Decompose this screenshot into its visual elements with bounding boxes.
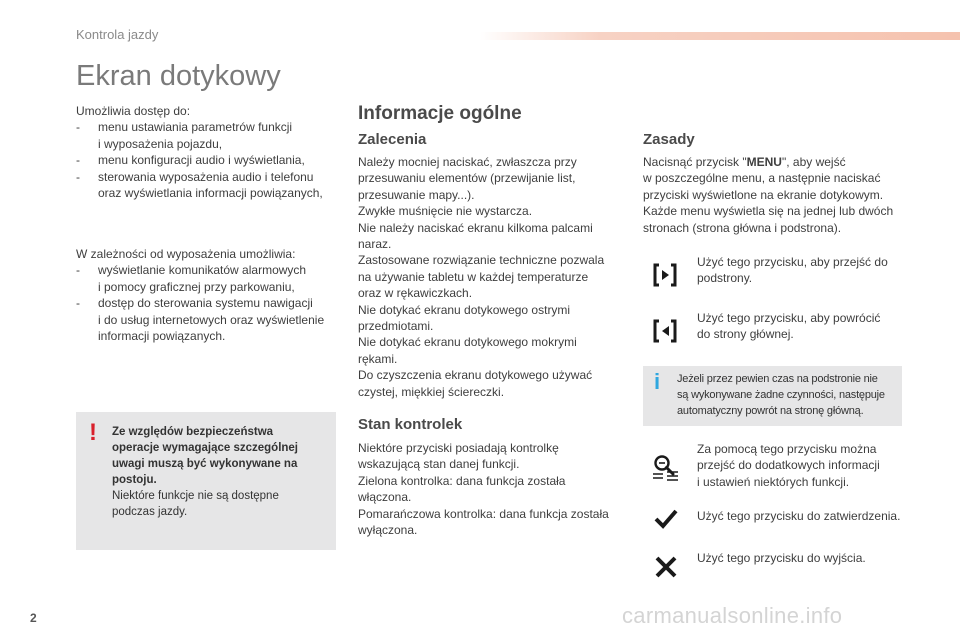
equipment-block xyxy=(76,246,346,344)
text-line: Nie dotykać ekranu dotykowego mokrymi xyxy=(358,335,577,350)
indicator-status-text xyxy=(358,440,628,538)
warning-text: Ze względów bezpieczeństwa operacje wymagające szczególnej uwagi muszą być wykonywane na postoju. Niektóre funkcje nie są dostępne podczas jazdy. xyxy=(112,426,299,518)
text-line: Pomarańczowa kontrolka: dana funkcja została xyxy=(358,506,609,521)
checkmark-icon xyxy=(651,504,681,534)
text-line: przedmiotami. xyxy=(358,319,434,334)
settings-list-icon xyxy=(650,452,680,482)
arrow-left-page-icon xyxy=(650,316,680,346)
exit-description: Użyć tego przycisku do wyjścia. xyxy=(697,551,866,565)
list-item: - menu ustawiania parametrów funkcji i wyposażenia pojazdu, xyxy=(76,119,346,152)
intro-text: Umożliwia dostęp do: xyxy=(76,104,191,118)
info-icon: i xyxy=(653,369,661,394)
text-line: Nie dotykać ekranu dotykowego ostrymi xyxy=(358,302,571,317)
arrow-right-page-icon xyxy=(650,260,680,290)
page-title: Ekran dotykowy xyxy=(76,60,281,92)
text-line: przesuwaniu elementów (przewijanie list, xyxy=(358,171,576,186)
recommendations-heading: Zalecenia xyxy=(358,131,427,148)
text-line: czystej, miękkiej ściereczki. xyxy=(358,384,505,399)
intro-block xyxy=(76,103,346,201)
access-list xyxy=(76,119,346,201)
list-item: - wyświetlanie komunikatów alarmowych i pomocy graficznej przy parkowaniu, xyxy=(76,262,346,295)
intro2-text: W zależności od wyposażenia umożliwia: xyxy=(76,247,296,261)
close-x-icon xyxy=(651,552,681,582)
text-line: przesuwanie mapy...). xyxy=(358,187,475,202)
text-line: Nie należy naciskać ekranu kilkoma palcami xyxy=(358,220,593,235)
page-number: 2 xyxy=(30,611,37,625)
text-line: oraz w rękawiczkach. xyxy=(358,286,473,301)
general-info-heading: Informacje ogólne xyxy=(358,103,522,124)
text-line: Należy mocniej naciskać, zwłaszcza przy xyxy=(358,155,577,169)
text-line: naraz. xyxy=(358,237,392,252)
indicator-status-heading: Stan kontrolek xyxy=(358,416,463,433)
list-item: - menu konfiguracji audio i wyświetlania, xyxy=(76,152,346,168)
text-line: na używanie tabletu w każdej temperaturze xyxy=(358,269,589,284)
text-line: włączona. xyxy=(358,490,412,505)
section-header: Kontrola jazdy xyxy=(76,27,159,42)
next-page-description: Użyć tego przycisku, aby przejść do podstrony. xyxy=(697,255,888,286)
list-item: - dostęp do sterowania systemu nawigacji i do usług internetowych oraz wyświetlenie informacji powiązanych. xyxy=(76,295,346,344)
confirm-description: Użyć tego przycisku do zatwierdzenia. xyxy=(697,509,901,523)
main-page-description: Użyć tego przycisku, aby powrócić do strony głównej. xyxy=(697,311,881,342)
text-line: Zastosowane rozwiązanie techniczne pozwala xyxy=(358,253,605,268)
text-line: wyłączona. xyxy=(358,523,418,538)
rules-heading: Zasady xyxy=(643,131,695,148)
list-item: - sterowania wyposażenia audio i telefonu oraz wyświetlania informacji powiązanych, xyxy=(76,169,346,202)
text-line: Do czyszczenia ekranu dotykowego używać xyxy=(358,368,593,383)
text-line: Zielona kontrolka: dana funkcja została xyxy=(358,473,566,488)
text-line: wskazującą stan danej funkcji. xyxy=(358,457,520,472)
info-text: Jeżeli przez pewien czas na podstronie nie są wykonywane żadne czynności, następuje automatyczny powrót na stronę główną. xyxy=(677,373,885,417)
watermark: carmanualsonline.info xyxy=(622,603,843,628)
equipment-list xyxy=(76,262,346,344)
header-decoration-line xyxy=(480,32,960,40)
additional-info-description: Za pomocą tego przycisku można przejść do dodatkowych informacji i ustawień niektórych funkcji. xyxy=(697,442,880,489)
text-line: Niektóre przyciski posiadają kontrolkę xyxy=(358,441,559,455)
text-line: Zwykłe muśnięcie nie wystarcza. xyxy=(358,204,533,219)
text-line: rękami. xyxy=(358,351,398,366)
exclamation-warning-icon: ! xyxy=(89,419,97,446)
recommendations-text xyxy=(358,154,628,400)
rules-text: Nacisnąć przycisk "MENU", aby wejść w poszczególne menu, a następnie naciskać przyciski wyświetlone na ekranie dotykowym. Każde menu wyświetla się na jednej lub dwóch stronach (strona główna i podstrona). xyxy=(643,155,894,235)
